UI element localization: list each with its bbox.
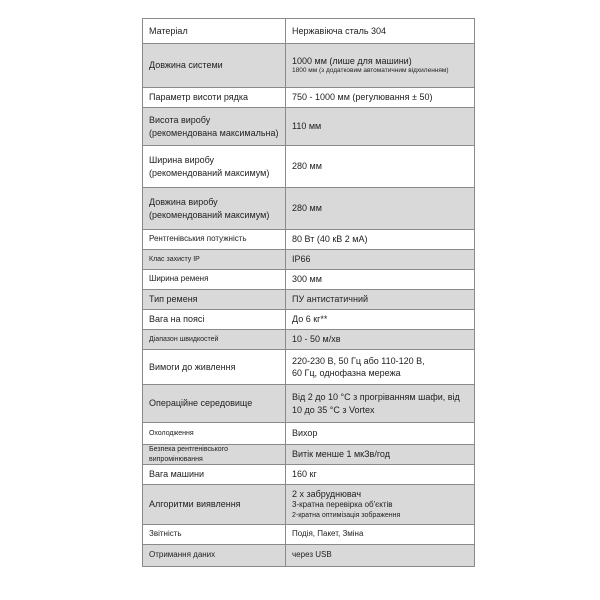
spec-row-belt-type <box>143 290 475 310</box>
spec-row-detection-algorithms <box>143 485 475 525</box>
spec-label: Довжина системи <box>143 44 286 88</box>
spec-row-operating-environment <box>143 385 475 423</box>
spec-value-line: 60 Гц, однофазна мережа <box>292 368 401 378</box>
spec-label: Охолодження <box>143 423 286 445</box>
spec-value <box>286 485 475 525</box>
spec-value-line: 1000 мм (лише для машини) <box>292 56 412 67</box>
spec-label: Ширина ременя <box>143 270 286 290</box>
spec-value-line: Від 2 до 10 °C з прогріванням шафи, від <box>292 392 460 403</box>
spec-label: Безпека рентгенівського випромінювання <box>143 445 286 465</box>
spec-row-power-requirements <box>143 350 475 385</box>
spec-value: IP66 <box>286 250 475 270</box>
spec-label: Ширина виробу (рекомендований максимум) <box>143 146 286 188</box>
spec-label: Отримання даних <box>143 545 286 567</box>
spec-label: Параметр висоти рядка <box>143 88 286 108</box>
spec-row-machine-weight <box>143 465 475 485</box>
spec-label: Тип ременя <box>143 290 286 310</box>
spec-label: Алгоритми виявлення <box>143 485 286 525</box>
spec-value-line: 2 х забруднювач <box>292 489 362 500</box>
spec-label: Звітність <box>143 525 286 545</box>
spec-row-product-length <box>143 188 475 230</box>
spec-value <box>286 44 475 88</box>
spec-value <box>286 350 475 385</box>
spec-label: Рентгенівськия потужність <box>143 230 286 250</box>
spec-value <box>286 385 475 423</box>
spec-value: До 6 кг** <box>286 310 475 330</box>
specifications-table <box>142 18 475 567</box>
spec-value: 160 кг <box>286 465 475 485</box>
spec-row-product-width <box>143 146 475 188</box>
spec-row-belt-weight <box>143 310 475 330</box>
spec-label: Висота виробу (рекомендована максимальна) <box>143 108 286 146</box>
spec-label: Вага на поясі <box>143 310 286 330</box>
spec-label: Операційне середовище <box>143 385 286 423</box>
spec-row-line-height <box>143 88 475 108</box>
spec-value: 750 - 1000 мм (регулювання ± 50) <box>286 88 475 108</box>
spec-row-data-retrieval <box>143 545 475 567</box>
spec-row-xray-safety <box>143 445 475 465</box>
spec-value: ПУ антистатичний <box>286 290 475 310</box>
spec-row-xray-power <box>143 230 475 250</box>
spec-value-line: 3-кратна перевірка об'єктів <box>292 500 393 510</box>
spec-row-product-height <box>143 108 475 146</box>
spec-value: 280 мм <box>286 188 475 230</box>
spec-value-line: 10 до 35 °C з Vortex <box>292 404 375 415</box>
spec-label: Діапазон швидкостей <box>143 330 286 350</box>
spec-label: Довжина виробу (рекомендований максимум) <box>143 188 286 230</box>
spec-value: Вихор <box>286 423 475 445</box>
spec-row-belt-width <box>143 270 475 290</box>
spec-value-line: 220-230 В, 50 Гц або 110-120 В, <box>292 355 425 366</box>
spec-value: 110 мм <box>286 108 475 146</box>
spec-value: 10 - 50 м/хв <box>286 330 475 350</box>
spec-value: через USB <box>286 545 475 567</box>
spec-label: Матеріал <box>143 19 286 44</box>
spec-value: 300 мм <box>286 270 475 290</box>
spec-row-speed-range <box>143 330 475 350</box>
spec-value: Подія, Пакет, Зміна <box>286 525 475 545</box>
spec-value-line: 2-кратна оптимізація зображення <box>292 512 401 520</box>
spec-value: Нержавіюча сталь 304 <box>286 19 475 44</box>
spec-label: Клас захисту IP <box>143 250 286 270</box>
spec-row-material <box>143 19 475 44</box>
spec-value: 280 мм <box>286 146 475 188</box>
spec-row-ip-class <box>143 250 475 270</box>
spec-value: 80 Вт (40 кВ 2 мА) <box>286 230 475 250</box>
spec-row-cooling <box>143 423 475 445</box>
spec-row-reporting <box>143 525 475 545</box>
spec-row-system-length <box>143 44 475 88</box>
spec-value-subline: 1800 мм (з додатковим автоматичним відхиленням) <box>292 67 449 75</box>
spec-label: Вимоги до живлення <box>143 350 286 385</box>
spec-value: Витік менше 1 мкЗв/год <box>286 445 475 465</box>
spec-label: Вага машини <box>143 465 286 485</box>
